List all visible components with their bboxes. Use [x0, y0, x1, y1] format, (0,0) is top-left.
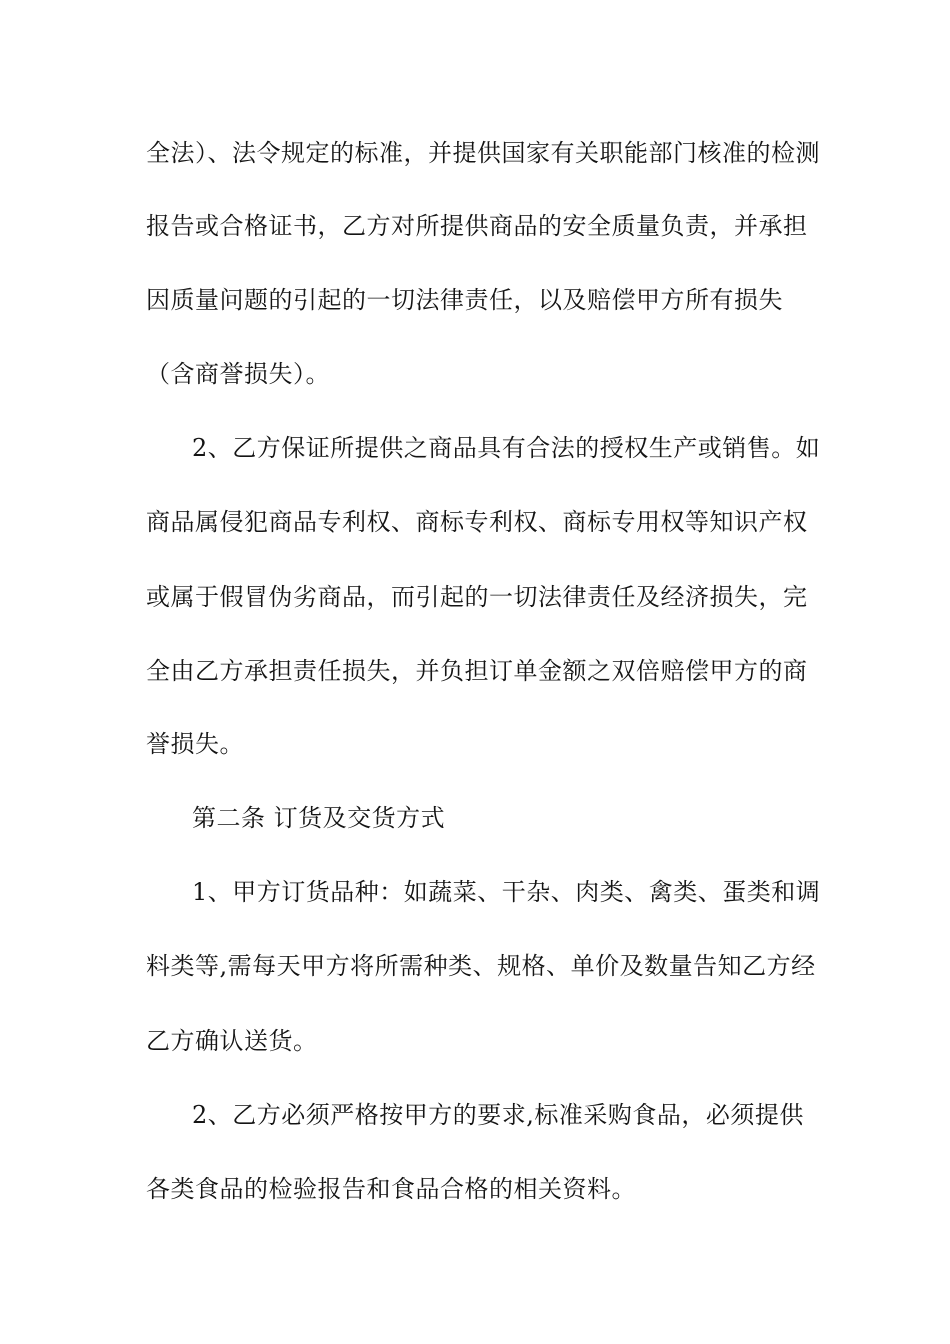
text-line: 乙方确认送货。 — [146, 1027, 318, 1055]
section-heading: 第二条 订货及交货方式 — [192, 804, 446, 832]
text-line: 因质量问题的引起的一切法律责任，以及赔偿甲方所有损失 — [146, 286, 783, 314]
text-line: 各类食品的检验报告和食品合格的相关资料。 — [146, 1175, 636, 1203]
paragraph-start-line: 2、乙方必须严格按甲方的要求,标准采购食品，必须提供 — [192, 1101, 804, 1129]
text-line: 全法）、法令规定的标准，并提供国家有关职能部门核准的检测 — [146, 139, 820, 167]
text-line: 誉损失。 — [146, 730, 244, 758]
text-line: （含商誉损失）。 — [146, 360, 330, 388]
text-line: 全由乙方承担责任损失，并负担订单金额之双倍赔偿甲方的商 — [146, 657, 808, 685]
paragraph-start-line: 1、甲方订货品种：如蔬菜、干杂、肉类、禽类、蛋类和调 — [192, 878, 821, 906]
text-line: 报告或合格证书，乙方对所提供商品的安全质量负责，并承担 — [146, 212, 808, 240]
text-line: 商品属侵犯商品专利权、商标专利权、商标专用权等知识产权 — [146, 508, 808, 536]
text-line: 料类等,需每天甲方将所需种类、规格、单价及数量告知乙方经 — [146, 952, 816, 980]
text-line: 或属于假冒伪劣商品，而引起的一切法律责任及经济损失，完 — [146, 583, 808, 611]
paragraph-start-line: 2、乙方保证所提供之商品具有合法的授权生产或销售。如 — [192, 434, 821, 462]
